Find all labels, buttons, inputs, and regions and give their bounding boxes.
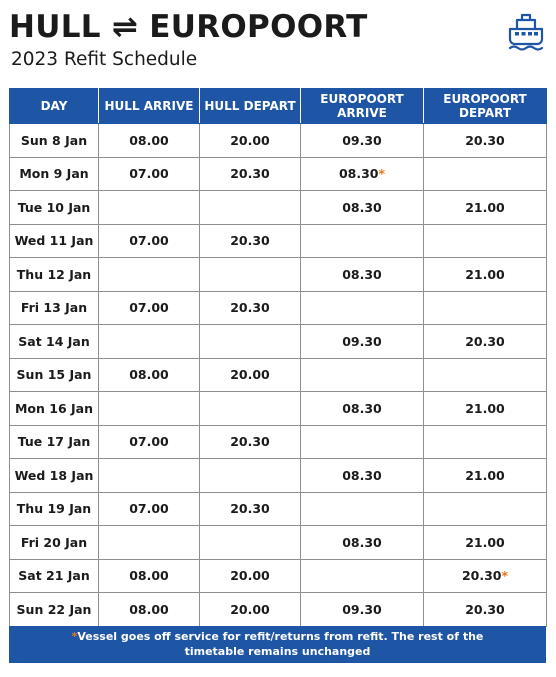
cell-day: Sun 22 Jan — [10, 593, 99, 627]
footnote-asterisk: * — [71, 630, 78, 643]
cell-hull-arrive — [99, 526, 200, 560]
cell-europoort-arrive: 08.30 — [301, 191, 424, 225]
cell-hull-arrive: 08.00 — [99, 593, 200, 627]
column-header-hull-depart: HULL DEPART — [200, 89, 301, 124]
cell-hull-depart: 20.30 — [200, 291, 301, 325]
cell-hull-depart — [200, 392, 301, 426]
table-row — [10, 224, 547, 258]
cell-europoort-arrive — [301, 157, 424, 191]
cell-day: Wed 11 Jan — [10, 224, 99, 258]
cell-hull-depart: 20.30 — [200, 425, 301, 459]
table-row — [10, 492, 547, 526]
cell-europoort-arrive: 08.30 — [301, 526, 424, 560]
cell-hull-depart: 20.30 — [200, 492, 301, 526]
cell-day: Thu 12 Jan — [10, 258, 99, 292]
refit-schedule-table — [9, 88, 547, 627]
cell-day: Mon 16 Jan — [10, 392, 99, 426]
table-row — [10, 459, 547, 493]
page-title: HULL ⇌ EUROPOORT — [9, 9, 368, 45]
cell-europoort-arrive: 08.30 — [301, 459, 424, 493]
table-row — [10, 392, 547, 426]
table-row — [10, 191, 547, 225]
ship-icon — [507, 12, 545, 52]
cell-europoort-depart: 21.00 — [424, 191, 547, 225]
cell-hull-arrive — [99, 392, 200, 426]
cell-europoort-arrive: 09.30 — [301, 124, 424, 158]
refit-asterisk: * — [378, 166, 386, 182]
footnote-banner — [9, 626, 546, 663]
cell-hull-depart: 20.00 — [200, 358, 301, 392]
cell-europoort-depart — [424, 559, 547, 593]
cell-day: Sun 15 Jan — [10, 358, 99, 392]
cell-europoort-arrive — [301, 224, 424, 258]
cell-day: Tue 17 Jan — [10, 425, 99, 459]
cell-day: Tue 10 Jan — [10, 191, 99, 225]
cell-europoort-depart: 20.30 — [424, 593, 547, 627]
table-row — [10, 593, 547, 627]
footnote-text: Vessel goes off service for refit/returns from refit. The rest of the timetable remains unchanged — [77, 630, 484, 658]
cell-hull-arrive: 07.00 — [99, 291, 200, 325]
cell-day: Mon 9 Jan — [10, 157, 99, 191]
cell-europoort-depart — [424, 291, 547, 325]
cell-europoort-depart: 20.30 — [424, 325, 547, 359]
table-row — [10, 325, 547, 359]
cell-europoort-depart: 21.00 — [424, 392, 547, 426]
cell-hull-arrive — [99, 191, 200, 225]
cell-hull-depart — [200, 325, 301, 359]
cell-europoort-depart — [424, 492, 547, 526]
cell-day: Sat 14 Jan — [10, 325, 99, 359]
cell-europoort-depart: 21.00 — [424, 526, 547, 560]
column-header-hull-arrive: HULL ARRIVE — [99, 89, 200, 124]
column-header-day: DAY — [10, 89, 99, 124]
cell-hull-arrive — [99, 459, 200, 493]
cell-europoort-depart: 21.00 — [424, 258, 547, 292]
cell-hull-arrive — [99, 258, 200, 292]
cell-hull-depart: 20.00 — [200, 124, 301, 158]
table-row — [10, 425, 547, 459]
cell-hull-depart: 20.00 — [200, 559, 301, 593]
table-row — [10, 291, 547, 325]
cell-europoort-depart — [424, 358, 547, 392]
table-row — [10, 157, 547, 191]
time-value: 20.30 — [461, 568, 502, 584]
cell-hull-depart — [200, 191, 301, 225]
page-subtitle: 2023 Refit Schedule — [11, 49, 198, 70]
cell-hull-depart — [200, 459, 301, 493]
cell-europoort-arrive — [301, 358, 424, 392]
time-value: 08.30 — [338, 166, 379, 182]
cell-europoort-depart — [424, 425, 547, 459]
cell-europoort-depart: 21.00 — [424, 459, 547, 493]
cell-hull-arrive: 08.00 — [99, 124, 200, 158]
table-row — [10, 526, 547, 560]
cell-hull-arrive: 07.00 — [99, 425, 200, 459]
cell-hull-depart: 20.00 — [200, 593, 301, 627]
table-row — [10, 124, 547, 158]
refit-asterisk: * — [501, 568, 509, 584]
cell-hull-arrive: 07.00 — [99, 492, 200, 526]
cell-europoort-depart — [424, 157, 547, 191]
cell-europoort-arrive — [301, 425, 424, 459]
cell-hull-arrive: 08.00 — [99, 559, 200, 593]
cell-hull-arrive: 07.00 — [99, 224, 200, 258]
cell-day: Sat 21 Jan — [10, 559, 99, 593]
column-header-europoort-arrive: EUROPOORT ARRIVE — [301, 89, 424, 124]
cell-hull-depart: 20.30 — [200, 157, 301, 191]
table-row — [10, 358, 547, 392]
cell-europoort-arrive: 09.30 — [301, 325, 424, 359]
cell-europoort-arrive — [301, 492, 424, 526]
cell-day: Thu 19 Jan — [10, 492, 99, 526]
cell-hull-arrive: 08.00 — [99, 358, 200, 392]
cell-day: Fri 13 Jan — [10, 291, 99, 325]
cell-day: Sun 8 Jan — [10, 124, 99, 158]
table-row — [10, 559, 547, 593]
cell-hull-depart: 20.30 — [200, 224, 301, 258]
table-row — [10, 258, 547, 292]
cell-hull-arrive — [99, 325, 200, 359]
cell-day: Wed 18 Jan — [10, 459, 99, 493]
table-body — [10, 124, 547, 627]
cell-europoort-arrive — [301, 559, 424, 593]
cell-hull-arrive: 07.00 — [99, 157, 200, 191]
cell-hull-depart — [200, 258, 301, 292]
cell-europoort-depart — [424, 224, 547, 258]
cell-hull-depart — [200, 526, 301, 560]
cell-europoort-arrive — [301, 291, 424, 325]
cell-day: Fri 20 Jan — [10, 526, 99, 560]
cell-europoort-arrive: 08.30 — [301, 392, 424, 426]
cell-europoort-arrive: 09.30 — [301, 593, 424, 627]
cell-europoort-arrive: 08.30 — [301, 258, 424, 292]
table-header-row — [10, 89, 547, 124]
cell-europoort-depart: 20.30 — [424, 124, 547, 158]
column-header-europoort-depart: EUROPOORT DEPART — [424, 89, 547, 124]
